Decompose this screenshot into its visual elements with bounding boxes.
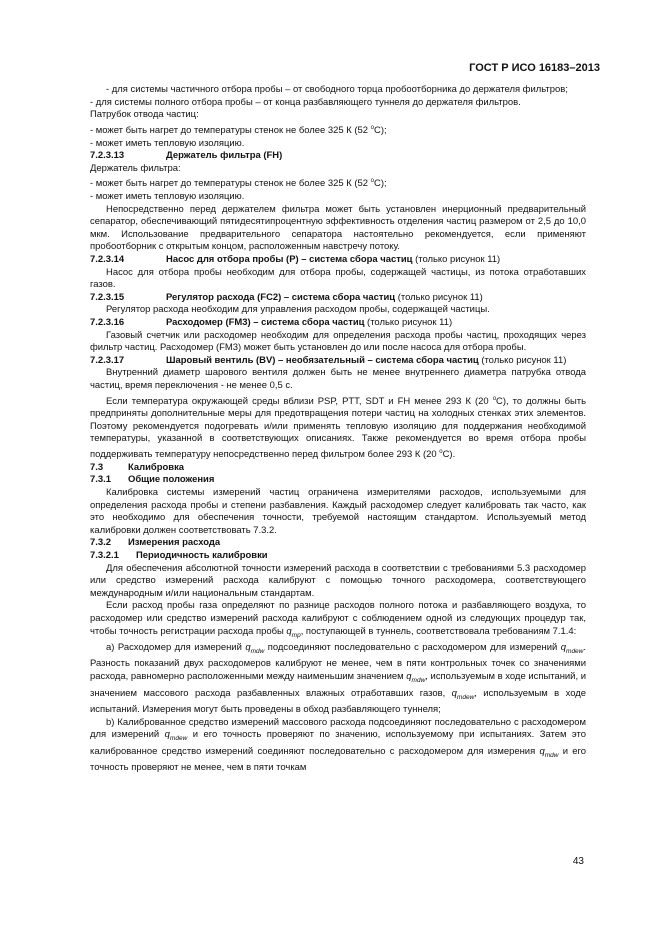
text-line: C); [374,178,387,190]
section-title: Периодичность калибровки [136,549,268,561]
text-line: , поступающей в туннель, соответствовала требованиям 7.1.4: [300,625,577,637]
degree-mark: o [492,395,497,402]
section-number: 7.3.2.1 [90,549,119,561]
subscript: mdew [456,693,475,701]
section-heading [90,292,586,305]
paragraph [90,563,586,601]
paragraph [90,175,586,191]
paragraph [90,97,586,110]
text-line: - может иметь тепловую изоляцию. [90,191,245,203]
paragraph [90,191,586,204]
subscript: mdew [169,735,188,743]
text-line: Для обеспечения абсолютной точности измерений расхода в соответствии с требованиями 5.3 расходомер или средство измерений расхода калибруют с помощью точного расходомера, соответствующего международным и/или национальным стандартам. [90,562,586,599]
section-title: Калибровка [128,461,185,473]
page-body [90,84,586,775]
section-note: (только рисунок 11) [364,316,453,328]
text-line: b) Калиброванное средство измерений массового расхода подсоединяют последовательно с расходомером для измерений [90,716,586,741]
section-number: 7.3 [90,461,104,473]
section-title: Шаровый вентиль (BV) – необязательный – система сбора частиц [166,354,479,366]
text-line: и его точность проверяют не менее, чем в пяти точкам [90,745,586,774]
section-heading [90,355,586,368]
symbol-q: q [245,641,251,653]
paragraph [90,204,586,254]
section-heading [90,550,586,563]
degree-mark: o [370,178,374,185]
section-title: Регулятор расхода (FC2) – система сбора частиц [166,291,396,303]
symbol-q: q [451,687,457,699]
paragraph [90,717,586,775]
paragraph [90,109,586,122]
section-note: (только рисунок 11) [395,291,483,303]
text-line: Если температура окружающей среды вблизи PSP, PTT, SDT и FH менее 293 К (20 [106,395,493,407]
section-note: (только рисунок 11) [478,354,567,366]
section-title: Насос для отбора пробы (P) – система сбора частиц [166,254,413,265]
paragraph [90,393,586,462]
text-line: - может быть нагрет до температуры стенок не более 325 К (52 [90,124,371,136]
symbol-q: q [406,671,412,683]
text-line: Газовый счетчик или расходомер необходим для определения расхода пробы частиц, проходящих через фильтр частиц. Расходомер (FM3) может быть установлен до или после насоса для отбора пробы. [90,329,586,354]
text-line: - может иметь тепловую изоляцию. [90,137,245,149]
subscript: mp [291,631,301,639]
text-line: Если расход пробы газа определяют по разнице расходов полного потока и разбавляющего воздуха, то расходомер или средство измерений расхода калибруют с соблюдением одной из следующих процедур так, чтобы точность регистрации расхода пробы [90,600,586,637]
symbol-q: q [539,745,545,757]
degree-mark: o [370,124,374,131]
section-heading [90,462,586,475]
section-number: 7.2.3.13 [90,150,125,162]
text-line: Держатель фильтра: [90,162,181,174]
paragraph [90,600,586,642]
section-title: Расходомер (FM3) – система сбора частиц [166,316,365,328]
text-line: Насос для отбора пробы необходим для отбора пробы, содержащей частицы, из потока отработавших газов. [90,266,586,291]
document-header: ГОСТ Р ИСО 16183–2013 [469,62,600,74]
subscript: mdw [250,647,265,655]
text-line: С). [442,449,456,461]
subscript: mdw [544,751,559,759]
paragraph [90,84,586,97]
subscript: mdw [411,676,426,684]
paragraph [90,367,586,392]
page-number: 43 [572,856,584,867]
paragraph [90,267,586,292]
section-number: 7.2.3.17 [90,354,125,366]
text-line: - для системы полного отбора пробы – от конца разбавляющего туннеля до держателя фильтров. [90,96,521,108]
text-line: и его точность проверяют по значению, используемому при испытаниях. Затем это калиброванное средство измерений соединяют последовательно с расходомером для измерения [90,729,586,757]
section-number: 7.3.1 [90,474,111,486]
paragraph [90,304,586,317]
paragraph [90,122,586,138]
text-line: , используемым в ходе испытаний. Измерения могут быть проведены в обход разбавляющего туннеля; [90,687,586,716]
symbol-q: q [164,729,170,741]
symbol-q: q [560,641,567,653]
text-line: а) Расходомер для измерений [106,641,246,653]
section-title: Общие положения [128,474,215,486]
section-number: 7.2.3.14 [90,254,125,265]
paragraph [90,330,586,355]
paragraph [90,487,586,537]
text-line: Внутренний диаметр шарового вентиля должен быть не менее внутреннего диаметра патрубка отвода частиц, время переключения - не менее 0,5 с. [90,367,586,391]
section-number: 7.2.3.16 [90,316,125,328]
paragraph [90,642,586,717]
text-line: Непосредственно перед держателем фильтра может быть установлен инерционный предварительный сепаратор, обеспечивающий пятидесятипроцентную эффективность отделения частиц размером от 2,5 до 10,0 мкм. Использование предварительного сепаратора настоятельно рекомендуется, если применяют пробоотборник с открытым концом, расположенным навстречу потоку. [90,203,586,253]
section-number: 7.3.2 [90,537,111,549]
text-line: Патрубок отвода частиц: [90,109,199,121]
text-line: C); [374,124,387,136]
section-heading [90,254,586,267]
section-heading [90,537,586,550]
degree-mark: o [439,449,443,456]
paragraph [90,138,586,151]
text-line: Регулятор расхода необходим для управления расходом пробы, содержащей частицы. [106,304,490,316]
section-title: Измерения расхода [128,537,221,549]
text-line: С), то должны быть предприняты дополнительные меры для предотвращения потери частиц на холодных стенках этих элементов. Поэтому рекомендуется подогревать и/или применять тепловую изоляцию для поддержания необходимой температуры, указанной в соответствующих описаниях. Также рекомендуется во время отбора пробы поддерживать температуру непосредственно перед фильтром более 293 К (20 [90,395,587,461]
subscript: mdew [566,647,584,655]
symbol-q: q [286,625,292,637]
section-heading [90,150,586,163]
text-line: подсоединяют последовательно с расходомером для измерений [264,641,561,653]
text-line: - для системы частичного отбора пробы – от свободного торца пробоотборника до держателя фильтров; [106,84,568,95]
text-line: - может быть нагрет до температуры стенок не более 325 К (52 [90,178,371,190]
section-number: 7.2.3.15 [90,291,125,303]
text-line: , используемым в ходе испытаний, и значением массового расхода разбавленных влажных отработавших газов, [90,671,586,699]
text-line: . Разность показаний двух расходомеров калибруют не менее, чем в пяти контрольных точек со значениями расхода, равномерно расположенными между наименьшим значением [90,641,586,683]
section-heading [90,317,586,330]
section-title: Держатель фильтра (FH) [166,150,283,162]
paragraph [90,163,586,176]
text-line: Калибровка системы измерений частиц ограничена измерителями расходов, используемыми для определения расхода пробы и степени разбавления. Каждый расходомер следует калибровать так часто, как это необходимо для обеспечения точности, требуемой настоящим стандартом. Используемый метод калибровки должен соответствовать 7.3.2. [90,486,586,536]
section-heading [90,474,586,487]
section-note: (только рисунок 11) [412,254,501,265]
